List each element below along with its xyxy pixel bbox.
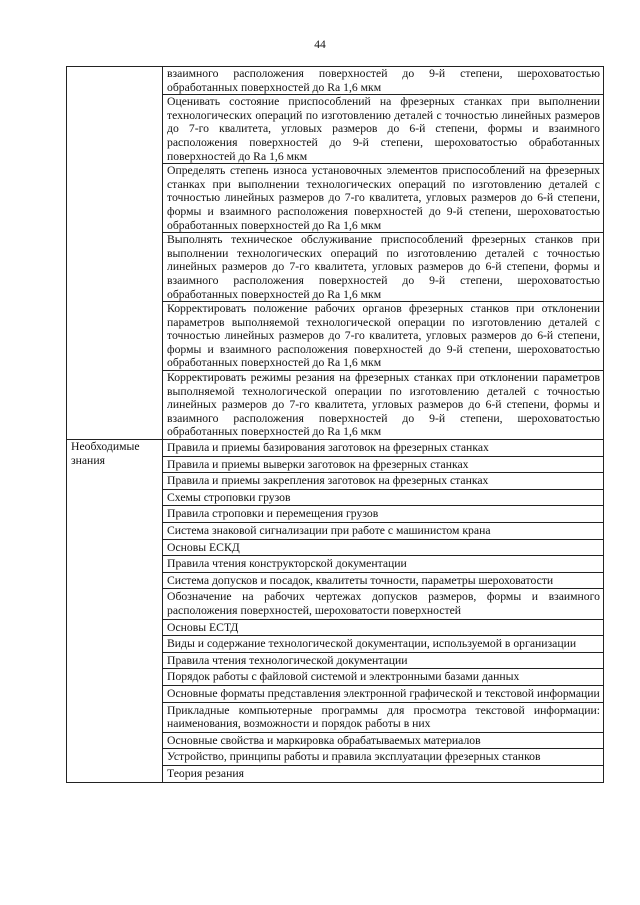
knowledge-label: Необходимые знания [71, 440, 140, 467]
knowledge-item: Обозначение на рабочих чертежах допусков размеров, формы и взаимного расположения поверхностей, шероховатости поверхностей [163, 589, 604, 619]
skill-item: Оценивать состояние приспособлений на фрезерных станках при выполнении технологических операций по изготовлению деталей с точностью линейных размеров до 7-го квалитета, угловых размеров до 6-й степени, формы и взаимного расположения поверхностей до 9-й степени, шероховатостью обработанных поверхностей до Ra 1,6 мкм [163, 95, 604, 164]
knowledge-item: Система знаковой сигнализации при работе с машинистом крана [163, 523, 604, 540]
competency-table [66, 66, 604, 783]
knowledge-item: Система допусков и посадок, квалитеты точности, параметры шероховатости [163, 572, 604, 589]
skill-item: Выполнять техническое обслуживание приспособлений фрезерных станков при выполнении технологических операций по изготовлению деталей с точностью линейных размеров до 7-го квалитета, угловых размеров до 6-й степени, формы и взаимного расположения поверхностей до 9-й степени, шероховатостью обработанных поверхностей до Ra 1,6 мкм [163, 233, 604, 302]
table-row [67, 440, 604, 457]
skill-item: Определять степень износа установочных элементов приспособлений на фрезерных станках при выполнении технологических операций по изготовлению деталей с точностью линейных размеров до 7-го квалитета, угловых размеров до 6-й степени, формы и взаимного расположения поверхностей до 9-й степени, шероховатостью обработанных поверхностей до Ra 1,6 мкм [163, 164, 604, 233]
knowledge-label-cell [67, 440, 163, 782]
skills-label-cell [67, 67, 163, 440]
skill-item: Корректировать положение рабочих органов фрезерных станков при отклонении параметров выполняемой технологической операции по изготовлению деталей с точностью линейных размеров до 7-го квалитета, угловых размеров до 6-й степени, формы и взаимного расположения поверхностей до 9-й степени, шероховатостью обработанных поверхностей до Ra 1,6 мкм [163, 302, 604, 371]
knowledge-item: Прикладные компьютерные программы для просмотра текстовой информации: наименования, возможности и порядок работы в них [163, 702, 604, 732]
knowledge-item: Правила чтения технологической документации [163, 652, 604, 669]
knowledge-item: Основы ЕСКД [163, 539, 604, 556]
knowledge-item: Правила и приемы базирования заготовок на фрезерных станках [163, 440, 604, 457]
knowledge-item: Схемы строповки грузов [163, 489, 604, 506]
knowledge-item: Виды и содержание технологической документации, используемой в организации [163, 636, 604, 653]
knowledge-item: Правила и приемы закрепления заготовок на фрезерных станках [163, 473, 604, 490]
knowledge-item: Основные форматы представления электронной графической и текстовой информации [163, 685, 604, 702]
skill-item: Корректировать режимы резания на фрезерных станках при отклонении параметров выполняемой технологической операции по изготовлению деталей с точностью линейных размеров до 7-го квалитета, угловых размеров до 6-й степени, формы и взаимного расположения поверхностей до 9-й степени, шероховатостью обработанных поверхностей до Ra 1,6 мкм [163, 371, 604, 440]
skill-item: взаимного расположения поверхностей до 9-й степени, шероховатостью обработанных поверхностей до Ra 1,6 мкм [163, 67, 604, 95]
knowledge-item: Основные свойства и маркировка обрабатываемых материалов [163, 732, 604, 749]
knowledge-item: Правила строповки и перемещения грузов [163, 506, 604, 523]
knowledge-item: Основы ЕСТД [163, 619, 604, 636]
knowledge-item: Порядок работы с файловой системой и электронными базами данных [163, 669, 604, 686]
table-row [67, 67, 604, 95]
knowledge-item: Теория резания [163, 765, 604, 782]
knowledge-item: Устройство, принципы работы и правила эксплуатации фрезерных станков [163, 749, 604, 766]
page-number: 44 [314, 39, 326, 51]
knowledge-item: Правила чтения конструкторской документации [163, 556, 604, 573]
knowledge-item: Правила и приемы выверки заготовок на фрезерных станках [163, 456, 604, 473]
